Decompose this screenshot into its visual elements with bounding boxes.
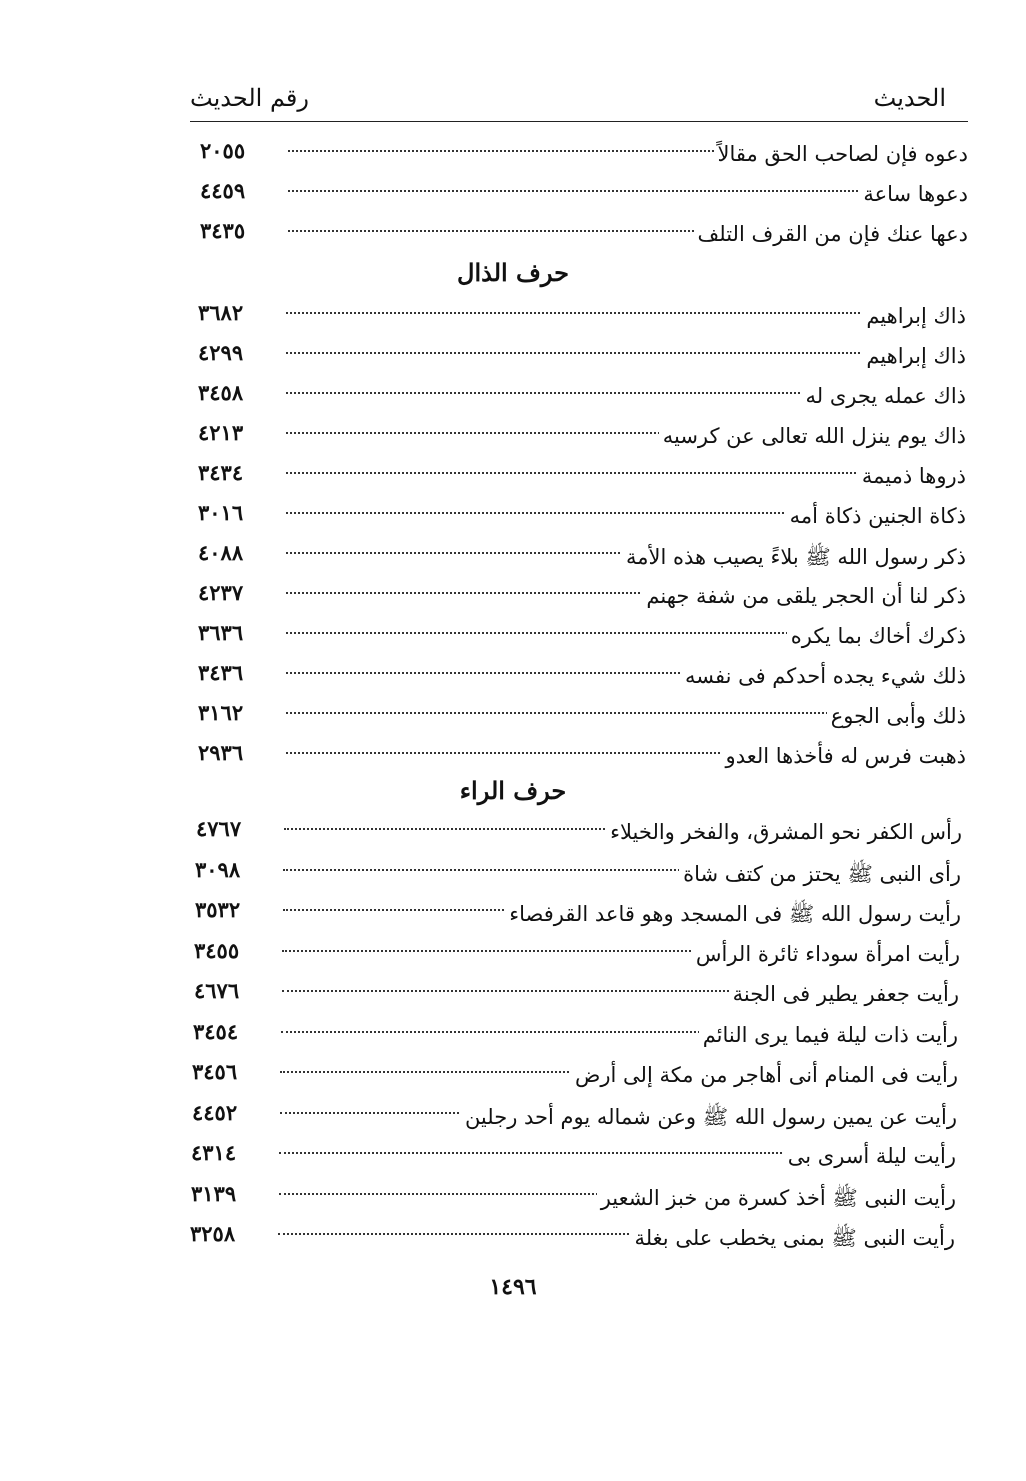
- list-item: [200, 138, 968, 172]
- list-item: [198, 580, 966, 614]
- hadith-text: رأيت ليلة أسرى بى: [784, 1144, 956, 1168]
- list-item: [200, 178, 968, 212]
- hadith-number: ٣١٣٩: [191, 1180, 237, 1206]
- hadith-text: ذاك يوم ينزل الله تعالى عن كرسيه: [659, 424, 966, 448]
- hadith-number: ٣١٦٢: [198, 700, 244, 725]
- hadith-number: ٣٤٥٤: [193, 1018, 239, 1044]
- hadith-number: ٣٤٣٤: [198, 460, 244, 485]
- list-item: [198, 340, 966, 374]
- dotted-leader: [286, 352, 960, 354]
- hadith-number: ٣٤٥٨: [198, 380, 244, 405]
- hadith-number: ٤٢١٣: [198, 420, 244, 445]
- list-item: [195, 897, 961, 931]
- list-item: [198, 740, 966, 774]
- list-item: [192, 1059, 958, 1093]
- hadith-number: ٢٩٣٦: [198, 740, 244, 765]
- hadith-number: ٤٢٣٧: [198, 580, 244, 605]
- hadith-text: رأى النبى ﷺ يحتز من كتف شاة: [679, 861, 961, 892]
- hadith-text: ذاك عمله يجرى له: [802, 384, 966, 408]
- hadith-number: ٤٧٦٧: [196, 816, 242, 841]
- hadith-text: ذلك وأبى الجوع: [827, 704, 966, 728]
- hadith-number: ٤٠٨٨: [198, 540, 244, 565]
- list-item: [195, 857, 961, 891]
- hadith-text: ذاك إبراهيم: [862, 344, 966, 368]
- hadith-text: ذكر رسول الله ﷺ بلاءً يصيب هذه الأمة: [622, 544, 966, 575]
- list-item: [198, 660, 966, 694]
- hadith-number: ٣٤٣٦: [198, 660, 244, 685]
- hadith-text: رأيت جعفر يطير فى الجنة: [729, 982, 959, 1006]
- hadith-text: رأيت النبى ﷺ أخذ كسرة من خبز الشعير: [597, 1185, 956, 1216]
- hadith-number: ٣٠١٦: [198, 500, 244, 525]
- hadith-text: رأيت فى المنام أنى أهاجر من مكة إلى أرض: [571, 1063, 958, 1087]
- hadith-text: ذكر لنا أن الحجر يلقى من شفة جهنم: [642, 584, 966, 608]
- list-item: [198, 420, 966, 454]
- hadith-text: رأيت ذات ليلة فيما يرى النائم: [699, 1023, 958, 1047]
- hadith-text: رأيت عن يمين رسول الله ﷺ وعن شماله يوم أحد رجلين: [461, 1104, 957, 1135]
- hadith-text: رأيت امرأة سوداء ثائرة الرأس: [692, 942, 960, 966]
- hadith-number: ٢٠٥٥: [200, 138, 246, 163]
- hadith-number: ٣٤٣٥: [200, 218, 246, 243]
- hadith-text: رأيت النبى ﷺ بمنى يخطب على بغلة: [630, 1225, 955, 1256]
- hadith-text: ذكرك أخاك بما يكره: [787, 624, 966, 648]
- hadith-number: ٣٦٨٢: [198, 300, 244, 325]
- column-header-hadith-number: رقم الحديث: [190, 84, 309, 112]
- list-item: [194, 978, 959, 1012]
- dotted-leader: [286, 312, 960, 314]
- hadith-number: ٣٤٥٥: [194, 937, 240, 963]
- hadith-text: دعوه فإن لصاحب الحق مقالاً: [714, 142, 968, 166]
- hadith-number: ٣٥٣٢: [195, 897, 241, 922]
- list-item: [192, 1100, 957, 1134]
- hadith-number: ٤٤٥٢: [192, 1099, 238, 1125]
- hadith-text: دعوها ساعة: [859, 182, 968, 206]
- list-item: [191, 1140, 956, 1174]
- list-item: [198, 460, 966, 494]
- hadith-text: دعها عنك فإن من القرف التلف: [694, 222, 968, 246]
- hadith-number: ٤٢٩٩: [198, 340, 244, 365]
- list-item: [200, 218, 968, 252]
- list-item: [193, 1019, 958, 1053]
- header-rule: [190, 121, 968, 122]
- list-item: [198, 540, 966, 574]
- list-item: [191, 1181, 956, 1215]
- hadith-number: ٣٤٥٦: [192, 1059, 238, 1084]
- hadith-number: ٣٢٥٨: [190, 1221, 236, 1246]
- hadith-text: ذلك شيء يجده أحدكم فى نفسه: [681, 664, 966, 688]
- hadith-number: ٤٣١٤: [191, 1140, 237, 1165]
- list-item: [198, 700, 966, 734]
- list-item: [198, 380, 966, 414]
- column-header-hadith: الحديث: [873, 84, 946, 112]
- hadith-text: رأيت رسول الله ﷺ فى المسجد وهو قاعد القرفصاء: [505, 901, 961, 932]
- list-item: [194, 938, 960, 972]
- list-item: [198, 500, 966, 534]
- section-heading: حرف الراء: [459, 776, 567, 805]
- hadith-number: ٣٦٣٦: [198, 620, 244, 645]
- list-item: [196, 816, 962, 850]
- list-item: [198, 300, 966, 334]
- hadith-text: ذاك إبراهيم: [862, 304, 966, 328]
- hadith-number: ٤٦٧٦: [194, 978, 240, 1003]
- section-heading: حرف الذال: [457, 258, 569, 287]
- list-item: [190, 1221, 955, 1255]
- hadith-text: رأس الكفر نحو المشرق، والفخر والخيلاء: [606, 820, 962, 844]
- list-item: [198, 620, 966, 654]
- hadith-text: ذكاة الجنين ذكاة أمه: [786, 504, 966, 528]
- hadith-number: ٤٤٥٩: [200, 178, 246, 203]
- page-number: ١٤٩٦: [489, 1274, 537, 1300]
- hadith-number: ٣٠٩٨: [195, 856, 241, 882]
- hadith-text: ذروها ذميمة: [858, 464, 966, 488]
- hadith-text: ذهبت فرس له فأخذها العدو: [722, 744, 966, 768]
